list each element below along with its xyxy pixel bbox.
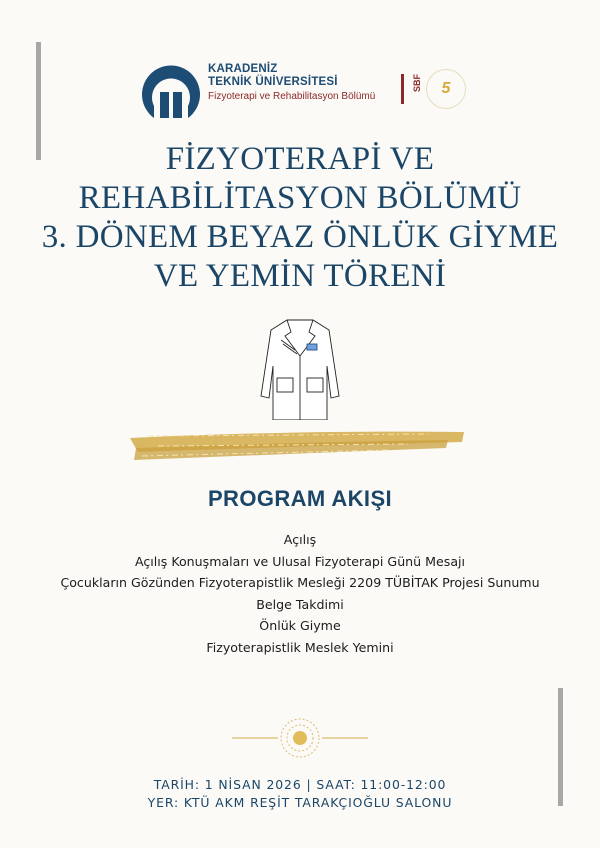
program-item: Önlük Giyme — [259, 618, 341, 633]
event-details — [0, 776, 600, 812]
lab-coat-icon — [255, 316, 345, 420]
program-item: Açılış — [283, 532, 317, 547]
title-line-3: 3. DÖNEM BEYAZ ÖNLÜK GİYME — [41, 219, 559, 255]
title-line-1: FİZYOTERAPİ VE — [165, 141, 435, 177]
department-name: Fizyoterapi ve Rehabilitasyon Bölümü — [208, 91, 376, 102]
program-item: Belge Takdimi — [256, 596, 344, 612]
logo-divider — [401, 74, 404, 104]
header-logos — [136, 52, 466, 130]
university-line1: KARADENİZ — [208, 63, 278, 75]
program-item: Fizyoterapistlik Meslek Yemini — [206, 639, 394, 655]
event-title — [0, 140, 600, 296]
anniversary-badge-icon: 5 — [426, 69, 466, 109]
ktu-logo-icon — [136, 54, 206, 124]
university-name — [208, 63, 375, 104]
event-datetime: TARİH: 1 NİSAN 2026 | SAAT: 11:00-12:00 — [153, 777, 447, 792]
program-heading: PROGRAM AKIŞI — [207, 486, 393, 511]
event-location: YER: KTÜ AKM REŞİT TARAKÇIOĞLU SALONU — [147, 795, 453, 810]
faculty-label: SBF — [412, 74, 422, 92]
program-item: Çocukların Gözünden Fizyoterapistlik Mesleği 2209 TÜBİTAK Projesi Sunumu — [60, 575, 540, 590]
title-line-2: REHABİLİTASYON BÖLÜMÜ — [78, 180, 522, 216]
title-line-4: VE YEMİN TÖRENİ — [153, 258, 447, 294]
program-list — [0, 529, 600, 658]
sun-ornament-icon — [232, 708, 368, 768]
program-item: Açılış Konuşmaları ve Ulusal Fizyoterapi Günü Mesajı — [134, 553, 466, 569]
gold-brush-stroke — [128, 428, 468, 468]
university-line2: TEKNİK ÜNİVERSİTESİ — [208, 76, 338, 88]
